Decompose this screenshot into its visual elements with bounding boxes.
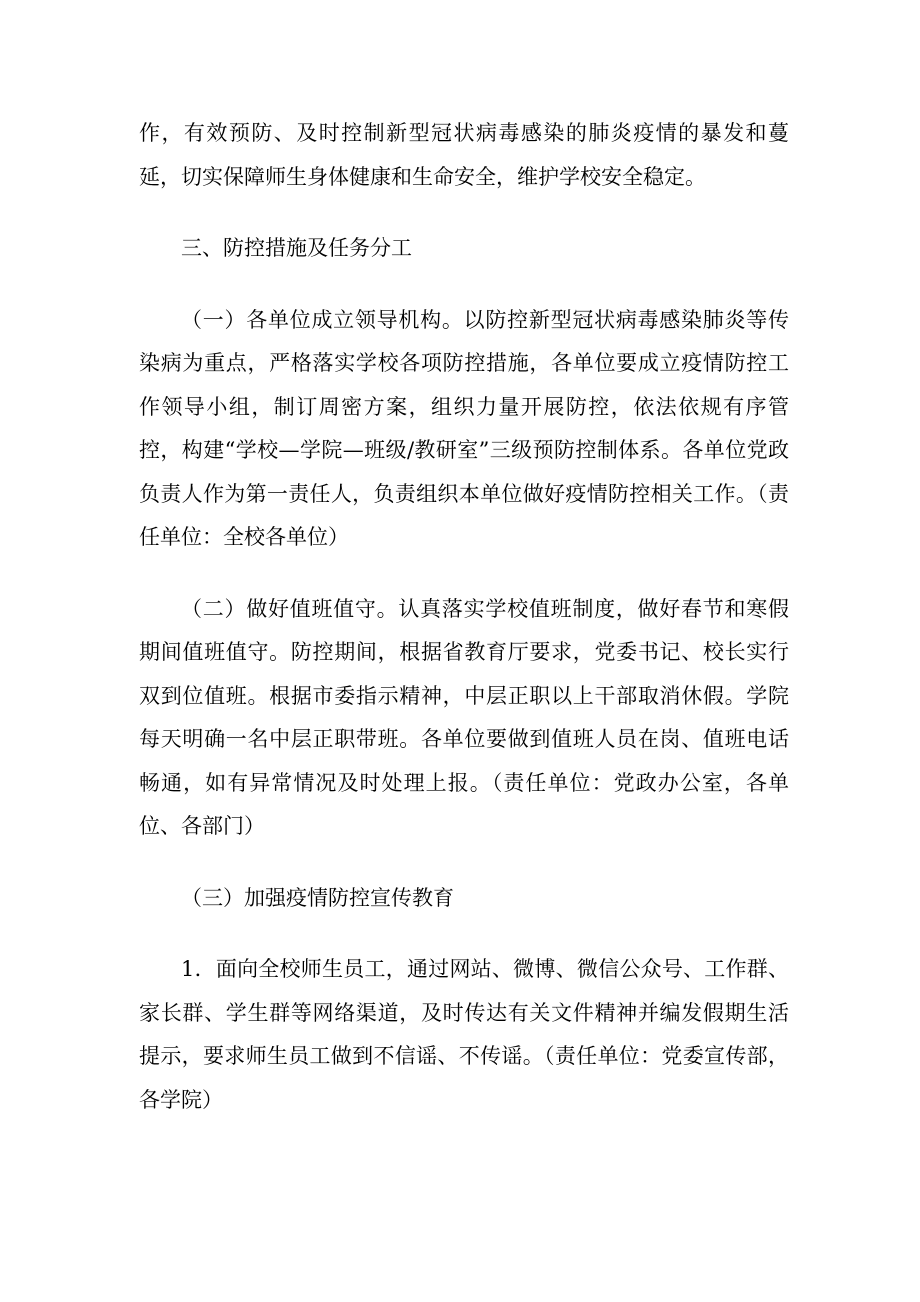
subheading-publicity: （三）加强疫情防控宣传教育 xyxy=(181,885,454,910)
paragraph-publicity-item-1: 1．面向全校师生员工，通过网站、微博、微信公众号、工作群、家长群、学生群等网络渠道，及时传达有关文件精神并编发假期生活提示，要求师生员工做到不信谣、不传谣。（责任单位：党委宣传部，各学院） xyxy=(139,957,789,1112)
section-heading-measures: 三、防控措施及任务分工 xyxy=(181,236,412,260)
paragraph-duty: （二）做好值班值守。认真落实学校值班制度，做好春节和寒假期间值班值守。防控期间，根据省教育厅要求，党委书记、校长实行双到位值班。根据市委指示精神，中层正职以上干部取消休假。学院每天明确一名中层正职带班。各单位要做到值班人员在岗、值班电话畅通，如有异常情况及时处理上报。（责任单位：党政办公室，各单位、各部门） xyxy=(139,596,789,838)
paragraph-leadership: （一）各单位成立领导机构。以防控新型冠状病毒感染肺炎等传染病为重点，严格落实学校各项防控措施，各单位要成立疫情防控工作领导小组，制订周密方案，组织力量开展防控，依法依规有序管控，构建“学校—学院—班级/教研室”三级预防控制体系。各单位党政负责人作为第一责任人，负责组织本单位做好疫情防控相关工作。（责任单位：全校各单位） xyxy=(139,307,789,549)
document-body xyxy=(139,112,789,1122)
paragraph-continuation: 作，有效预防、及时控制新型冠状病毒感染的肺炎疫情的暴发和蔓延，切实保障师生身体健康和生命安全，维护学校安全稳定。 xyxy=(139,121,789,189)
